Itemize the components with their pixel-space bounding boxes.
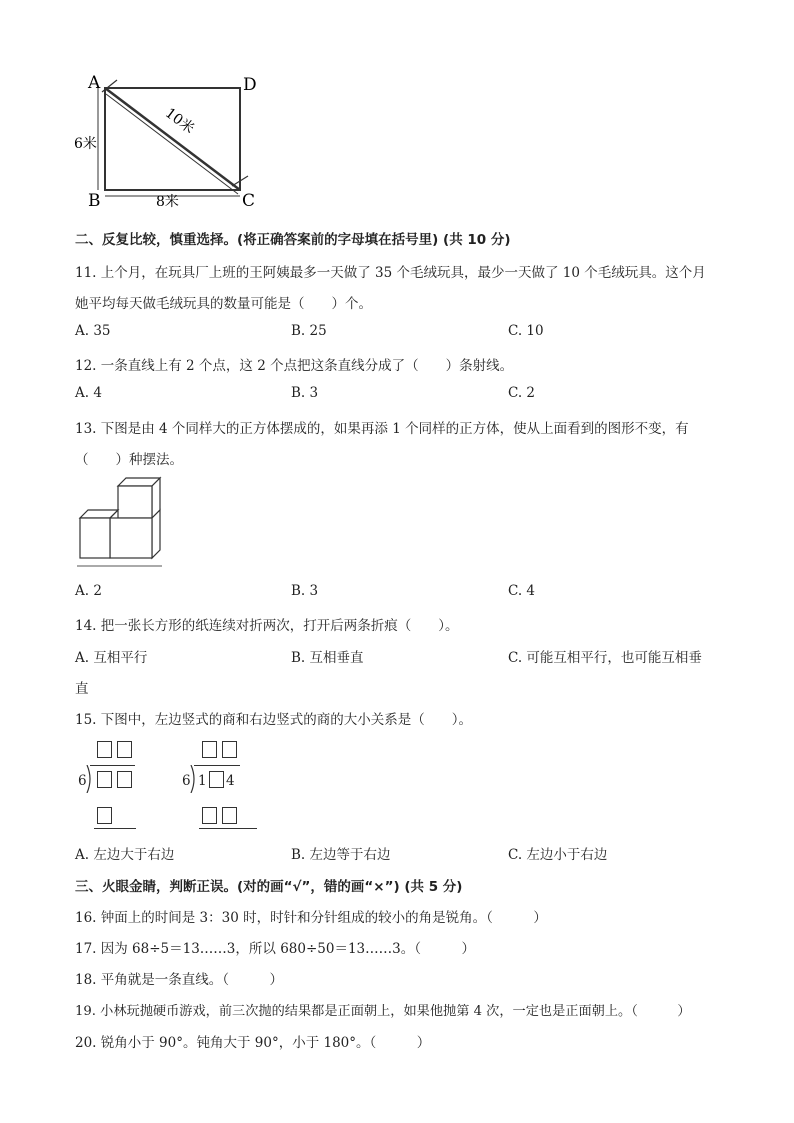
q11-option-b[interactable]: B. 25	[291, 323, 327, 339]
q13-line1: 13. 下图是由 4 个同样大的正方体摆成的，如果再添 1 个同样的正方体，使从上面看到的图形不变，有	[75, 421, 689, 437]
q19-text: 19. 小林玩抛硬币游戏，前三次抛的结果都是正面朝上，如果他抛第 4 次，一定也是正面朝上。（ ）	[75, 1004, 691, 1019]
q11-option-c[interactable]: C. 10	[508, 323, 544, 339]
right-dividend-digit-4: 4	[226, 773, 235, 789]
right-product-box-2[interactable]	[222, 807, 237, 824]
right-subtract-line	[199, 828, 257, 829]
right-product-box-1[interactable]	[202, 807, 217, 824]
q14-option-a[interactable]: A. 互相平行	[75, 650, 148, 666]
right-bracket-top	[194, 765, 240, 766]
q20-text: 20. 锐角小于 90°。钝角大于 90°，小于 180°。（ ）	[75, 1035, 431, 1051]
left-dividend-box-2[interactable]	[117, 771, 132, 788]
vertex-d: D	[243, 75, 257, 95]
rectangle-figure	[72, 68, 272, 216]
q13-option-c[interactable]: C. 4	[508, 583, 536, 599]
right-quotient-box-1[interactable]	[202, 741, 217, 758]
left-quotient-box-1[interactable]	[97, 741, 112, 758]
right-dividend-box[interactable]	[209, 771, 224, 788]
vertex-b: B	[88, 191, 101, 211]
q16-text: 16. 钟面上的时间是 3：30 时，时针和分针组成的较小的角是锐角。（ ）	[75, 910, 547, 926]
q12-option-b[interactable]: B. 3	[291, 385, 319, 401]
left-divisor: 6	[78, 773, 87, 789]
left-product-box[interactable]	[97, 807, 112, 824]
q17-text: 17. 因为 68÷5＝13……3，所以 680÷50＝13……3。（ ）	[75, 941, 475, 957]
left-dividend-box-1[interactable]	[97, 771, 112, 788]
q14-option-c-wrap: 直	[75, 681, 89, 697]
section-3-title: 三、火眼金睛，判断正误。(对的画“√”，错的画“×”) (共 5 分)	[75, 879, 463, 895]
left-quotient-box-2[interactable]	[117, 741, 132, 758]
q12-text: 12. 一条直线上有 2 个点，这 2 个点把这条直线分成了（ ）条射线。	[75, 358, 514, 374]
q14-option-c[interactable]: C. 可能互相平行，也可能互相垂	[508, 650, 702, 666]
section-2-title: 二、反复比较，慎重选择。(将正确答案前的字母填在括号里) (共 10 分)	[75, 232, 511, 248]
right-dividend-digit-1: 1	[198, 773, 207, 789]
q12-option-a[interactable]: A. 4	[75, 385, 102, 401]
q12-option-c[interactable]: C. 2	[508, 385, 536, 401]
left-bracket-top	[90, 765, 135, 766]
left-subtract-line	[94, 828, 136, 829]
q13-line2: （ ）种摆法。	[75, 452, 183, 468]
side-bottom-label: 8米	[156, 194, 179, 210]
q15-option-a[interactable]: A. 左边大于右边	[75, 847, 175, 863]
q14-text: 14. 把一张长方形的纸连续对折两次，打开后两条折痕（ ）。	[75, 618, 459, 634]
vertex-c: C	[242, 191, 256, 211]
diagonal-label: 10米	[162, 105, 198, 138]
q18-text: 18. 平角就是一条直线。（ ）	[75, 972, 284, 988]
q11-line1: 11. 上个月，在玩具厂上班的王阿姨最多一天做了 35 个毛绒玩具，最少一天做了 10 个毛绒玩具。这个月	[75, 265, 706, 281]
vertex-a: A	[88, 73, 101, 93]
right-divisor: 6	[182, 773, 191, 789]
q11-line2: 她平均每天做毛绒玩具的数量可能是（ ）个。	[75, 296, 372, 312]
right-quotient-box-2[interactable]	[222, 741, 237, 758]
left-bracket	[86, 765, 94, 793]
q15-option-b[interactable]: B. 左边等于右边	[291, 847, 391, 863]
q15-option-c[interactable]: C. 左边小于右边	[508, 847, 608, 863]
q13-option-a[interactable]: A. 2	[75, 583, 102, 599]
q13-option-b[interactable]: B. 3	[291, 583, 319, 599]
right-bracket	[190, 765, 198, 793]
cube-figure	[76, 474, 166, 570]
q15-text: 15. 下图中，左边竖式的商和右边竖式的商的大小关系是（ ）。	[75, 712, 473, 728]
q11-option-a[interactable]: A. 35	[75, 323, 111, 339]
q14-option-b[interactable]: B. 互相垂直	[291, 650, 364, 666]
side-left-label: 6米	[74, 136, 97, 152]
